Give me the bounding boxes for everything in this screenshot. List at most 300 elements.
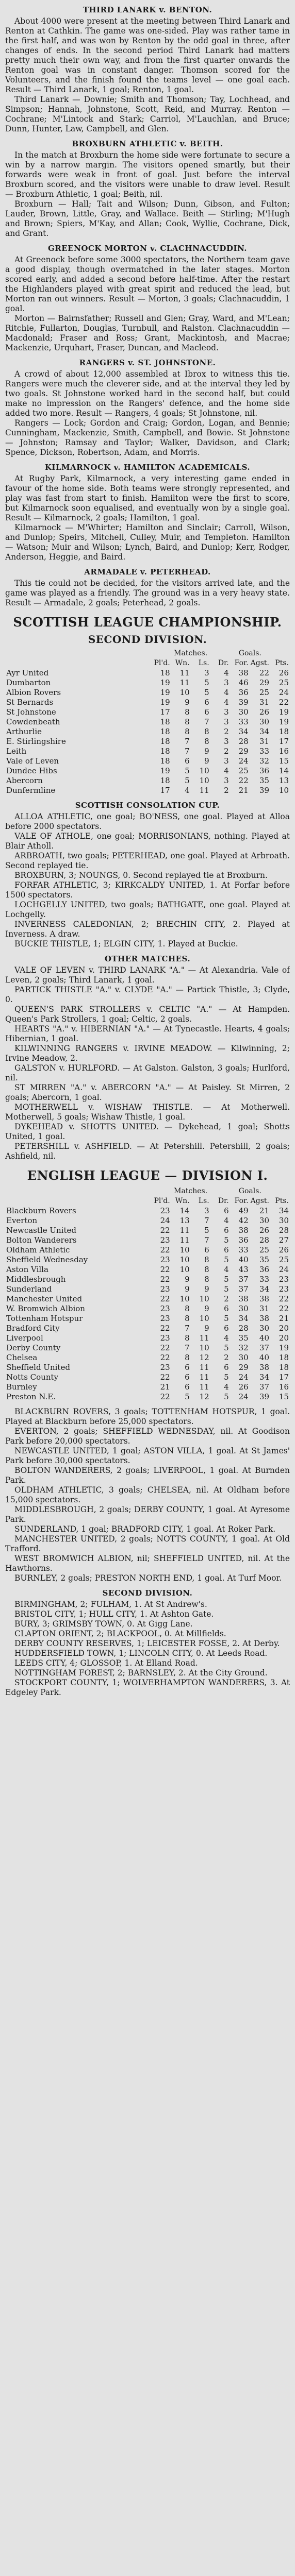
table-cell: 22 [278, 1303, 289, 1313]
table-cell: 24 [278, 1264, 289, 1274]
table-row [5, 727, 290, 737]
table-row [5, 1294, 290, 1304]
team-name: Tottenham Hotspur [6, 1313, 83, 1323]
result-paragraph: BLACKBURN ROVERS, 3 goals; TOTTENHAM HOTSPUR, 1 goal. Played at Blackburn before 25,000 spectators. [5, 1406, 290, 1426]
table-cell: 9 [204, 1303, 209, 1313]
table-cell: 38 [259, 1313, 269, 1323]
other-matches-section [5, 954, 290, 1161]
table-cell: 6 [185, 756, 190, 766]
table-cell: 10 [199, 1343, 209, 1352]
table-cell: 33 [259, 746, 269, 756]
result-paragraph: BIRMINGHAM, 2; FULHAM, 1. At St Andrew's. [14, 1599, 207, 1609]
table-cell: 9 [204, 746, 209, 756]
table-cell: 10 [179, 1264, 190, 1274]
table-cell: 36 [238, 1235, 249, 1245]
table-row [5, 747, 290, 756]
table-cell: 36 [238, 687, 249, 697]
column-header: Agst. [250, 658, 269, 667]
english-results-section [5, 1407, 290, 1583]
result-paragraph: ST MIRREN "A." v. ABERCORN "A." — At Paisley. St Mirren, 2 goals; Abercorn, 1 goal. [5, 1082, 290, 1102]
table-cell: 7 [185, 736, 190, 746]
table-cell: 34 [259, 726, 269, 736]
table-cell: 21 [238, 785, 249, 795]
table-cell: 34 [259, 1284, 269, 1294]
table-cell: 22 [160, 1225, 170, 1235]
report-section-6 [5, 567, 290, 608]
report-section-1 [5, 5, 290, 134]
result-paragraph: LOCHGELLY UNITED, two goals; BATHGATE, one goal. Played at Lochgelly. [5, 900, 290, 919]
table-cell: 5 [224, 1372, 229, 1382]
table-cell: 28 [238, 1323, 249, 1333]
table-cell: 30 [238, 1352, 249, 1362]
table-cell: 32 [238, 1343, 249, 1352]
team-name: Dundee Hibs [6, 766, 57, 775]
table-cell: 40 [259, 1333, 269, 1343]
table-cell: 18 [278, 726, 289, 736]
goals-label: Goals. [238, 649, 261, 657]
table-cell: 7 [204, 717, 209, 726]
report-section-5 [5, 463, 290, 562]
team-name: Aston Villa [6, 1264, 48, 1274]
result-paragraph: CLAPTON ORIENT, 2; BLACKPOOL, 0. At Millfields. [14, 1629, 226, 1638]
table-cell: 39 [238, 697, 249, 707]
table-cell [5, 649, 152, 658]
table-cell: 11 [179, 677, 190, 687]
table-cell: 8 [185, 1313, 190, 1323]
table-cell: 6 [185, 1362, 190, 1372]
report-paragraph: In the match at Broxburn the home side were fortunate to secure a win by a narrow margin. The visitors opened smartly, but their forwards were weak in front of goal. Just before the interval Broxburn scored, and the visitors were unable to draw level. Result — Broxburn Athletic, 1 goal; Beith, nil. [5, 150, 290, 199]
table-cell: 11 [199, 1362, 209, 1372]
goals-label: Goals. [238, 1187, 261, 1195]
table-cell: 3 [204, 668, 209, 677]
table-cell: 28 [259, 1235, 269, 1245]
report-paragraph: This tie could not be decided, for the visitors arrived late, and the game was played as a friendly. The ground was in a very heavy state. Result — Armadale, 2 goals; Peterhead, 2 goals. [5, 579, 290, 607]
result-paragraph: STOCKPORT COUNTY, 1; WOLVERHAMPTON WANDERERS, 3. At Edgeley Park. [5, 1677, 290, 1697]
table-cell: 9 [185, 1284, 190, 1294]
table-cell: 31 [259, 1303, 269, 1313]
table-cell: 18 [160, 775, 170, 785]
table-cell: 22 [160, 1264, 170, 1274]
table-cell: 4 [224, 1215, 229, 1225]
table-cell: 11 [199, 1333, 209, 1343]
table-cell: 26 [278, 668, 289, 677]
result-paragraph: BOLTON WANDERERS, 2 goals; LIVERPOOL, 1 goal. At Burnden Park. [5, 1465, 290, 1485]
team-name: St Johnstone [6, 707, 56, 717]
team-name: Middlesbrough [6, 1274, 66, 1284]
table-row [5, 1343, 290, 1353]
table-row [5, 1304, 290, 1314]
table-cell: 6 [224, 1362, 229, 1372]
table-cell: 20 [278, 1333, 289, 1343]
report-section-2 [5, 139, 290, 239]
column-header: Dr. [218, 1196, 229, 1205]
team-name: Ayr United [6, 668, 49, 677]
table-cell: 14 [278, 766, 289, 775]
result-paragraph: MOTHERWELL v. WISHAW THISTLE. — At Motherwell. Motherwell, 5 goals; Wishaw Thistle, 1 goal. [5, 1102, 290, 1122]
table-cell: 35 [238, 1333, 249, 1343]
team-name: Notts County [6, 1372, 59, 1382]
table-cell: 42 [238, 1215, 249, 1225]
table-cell: 18 [160, 717, 170, 726]
table-cell: 23 [278, 1284, 289, 1294]
table-cell: 3 [224, 707, 229, 717]
table-cell: 6 [224, 1225, 229, 1235]
table-cell: 11 [199, 1382, 209, 1392]
team-name: Sheffield Wednesday [6, 1255, 88, 1264]
section-heading: GREENOCK MORTON v. CLACHNACUDDIN. [48, 244, 247, 253]
table-cell: 17 [278, 1372, 289, 1382]
table-cell: 22 [160, 1323, 170, 1333]
table-cell: 18 [160, 726, 170, 736]
table-cell: 38 [238, 668, 249, 677]
consolation-cup-section [5, 801, 290, 949]
result-paragraph: GALSTON v. HURLFORD. — At Galston. Galston, 3 goals; Hurlford, nil. [5, 1063, 290, 1082]
table-cell: 9 [204, 1284, 209, 1294]
table-cell: 18 [278, 1352, 289, 1362]
table-row [5, 1265, 290, 1275]
result-paragraph: DYKEHEAD v. SHOTTS UNITED. — Dykehead, 1 goal; Shotts United, 1 goal. [5, 1122, 290, 1141]
table-cell: 24 [278, 687, 289, 697]
table-cell: 30 [238, 1303, 249, 1313]
table-row [5, 668, 290, 678]
team-name: Dumbarton [6, 677, 51, 687]
table-cell: 5 [185, 1392, 190, 1401]
team-name: E. Stirlingshire [6, 736, 66, 746]
table-cell: 3 [224, 756, 229, 766]
team-name: Abercorn [6, 775, 43, 785]
result-paragraph: HUDDERSFIELD TOWN, 1; LINCOLN CITY, 0. At Leeds Road. [14, 1648, 268, 1658]
table-cell: 16 [278, 1382, 289, 1392]
table-cell: 8 [204, 726, 209, 736]
table-cell: 33 [238, 717, 249, 726]
table-cell: 23 [160, 1235, 170, 1245]
team-name: Liverpool [6, 1333, 43, 1343]
table-row [5, 1284, 290, 1294]
table-row [5, 1353, 290, 1363]
table-cell: 8 [204, 736, 209, 746]
report-paragraph: A crowd of about 12,000 assembled at Ibrox to witness this tie. Rangers were much the cleverer side, and at the interval they led by two goals. St Johnstone worked hard in the second half, but could make no impression on the Rangers' defence, and the home side added two more. Result — Rangers, 4 goals; St Johnstone, nil. [5, 369, 290, 418]
table-cell: 22 [259, 668, 269, 677]
team-name: Everton [6, 1215, 38, 1225]
result-paragraph: PETERSHILL v. ASHFIELD. — At Petershill. Petershill, 2 goals; Ashfield, nil. [5, 1141, 290, 1161]
table-row [5, 786, 290, 795]
result-paragraph: MIDDLESBROUGH, 2 goals; DERBY COUNTY, 1 goal. At Ayresome Park. [5, 1504, 290, 1524]
table-cell: 13 [179, 1215, 190, 1225]
table-cell: 4 [224, 1382, 229, 1392]
team-name: Dunfermline [6, 785, 56, 795]
team-name: Bradford City [6, 1323, 60, 1333]
table-row [5, 688, 290, 698]
team-name: Preston N.E. [6, 1392, 56, 1401]
table-cell: 21 [259, 1206, 269, 1215]
table-cell: 5 [204, 687, 209, 697]
table-cell: 30 [278, 1215, 289, 1225]
table-cell: 6 [224, 1206, 229, 1215]
table-cell: 10 [199, 1313, 209, 1323]
team-name: Bolton Wanderers [6, 1235, 77, 1245]
table-cell: 27 [278, 1235, 289, 1245]
table-cell: 34 [238, 1313, 249, 1323]
table-cell: 25 [278, 1255, 289, 1264]
table-cell: 26 [259, 1225, 269, 1235]
result-paragraph: BUCKIE THISTLE, 1; ELGIN CITY, 1. Played at Buckie. [14, 939, 238, 948]
table-cell: 26 [259, 707, 269, 717]
table-cell: 33 [238, 1245, 249, 1255]
table-cell: 8 [185, 717, 190, 726]
league-subheading: SECOND DIVISION. [88, 633, 207, 646]
table-cell: 38 [259, 1362, 269, 1372]
table-cell: 23 [160, 1362, 170, 1372]
table-cell: 26 [238, 1382, 249, 1392]
column-header: Wn. [175, 658, 190, 667]
table-cell: 19 [278, 1343, 289, 1352]
table-cell: 8 [204, 1255, 209, 1264]
table-cell: 8 [185, 1352, 190, 1362]
second-division-section [5, 1588, 290, 1698]
league-heading: SCOTTISH LEAGUE CHAMPIONSHIP. [13, 615, 282, 630]
table-cell: 2 [224, 746, 229, 756]
table-cell: 5 [224, 1284, 229, 1294]
table-cell: 24 [160, 1215, 170, 1225]
column-header: For. [234, 1196, 249, 1205]
table-cell: 12 [199, 1352, 209, 1362]
table-cell: 11 [179, 668, 190, 677]
table-cell: 6 [224, 1303, 229, 1313]
table-cell: 18 [160, 736, 170, 746]
table-cell: 6 [185, 1372, 190, 1382]
table-cell [5, 1187, 152, 1196]
table-cell: 3 [224, 736, 229, 746]
table-cell: 20 [278, 1323, 289, 1333]
table-cell: 15 [278, 756, 289, 766]
table-cell: 40 [259, 1352, 269, 1362]
section-heading: RANGERS v. ST. JOHNSTONE. [79, 358, 216, 367]
newspaper-column [5, 0, 290, 2576]
table-cell: 22 [278, 697, 289, 707]
table-row [5, 1255, 290, 1265]
table-cell: 28 [278, 1225, 289, 1235]
table-cell: 35 [259, 775, 269, 785]
table-cell: 17 [160, 785, 170, 795]
result-paragraph: NEWCASTLE UNITED, 1 goal; ASTON VILLA, 1 goal. At St James' Park before 30,000 spectators. [5, 1446, 290, 1465]
section-heading: BROXBURN ATHLETIC v. BEITH. [72, 139, 223, 148]
column-header: Ls. [198, 1196, 209, 1205]
team-name: Vale of Leven [6, 756, 59, 766]
table-cell: 22 [278, 1294, 289, 1303]
table-cell: 39 [259, 785, 269, 795]
section-heading: KILMARNOCK v. HAMILTON ACADEMICALS. [44, 463, 251, 472]
table-cell: 34 [238, 726, 249, 736]
table-cell: 22 [160, 1372, 170, 1382]
table-cell: 28 [238, 736, 249, 746]
table-cell: 6 [204, 1245, 209, 1255]
table-cell: 22 [160, 1294, 170, 1303]
table-cell: 30 [259, 1323, 269, 1333]
result-paragraph: FORFAR ATHLETIC, 3; KIRKCALDY UNITED, 1. At Forfar before 1500 spectators. [5, 880, 290, 900]
table-cell: 12 [199, 1392, 209, 1401]
report-paragraph: Morton — Bairnsfather; Russell and Glen; Gray, Ward, and M'Lean; Ritchie, Fullarton, Douglas, Turnbull, and Ralston. Clachnacuddin — Macdonald; Fraser and Ross; Grant, Mackintosh, and Macrae; Mackenzie, Urquhart, Fraser, Duncan, and Macleod. [5, 314, 290, 352]
table-row [5, 717, 290, 727]
table-row [5, 707, 290, 717]
table-row [5, 678, 290, 688]
table-cell: 40 [238, 1255, 249, 1264]
table-row [5, 1245, 290, 1255]
table-cell: 25 [259, 1245, 269, 1255]
table-cell: 32 [259, 756, 269, 766]
table-row [5, 756, 290, 766]
table-cell: 7 [185, 746, 190, 756]
table-row [5, 1206, 290, 1216]
team-name: St Bernards [6, 697, 54, 707]
table-cell: 11 [179, 1235, 190, 1245]
table-cell: 14 [179, 1206, 190, 1215]
table-cell: 19 [160, 697, 170, 707]
table-cell: 7 [204, 1235, 209, 1245]
table-group-header [5, 1187, 290, 1196]
result-paragraph: ARBROATH, two goals; PETERHEAD, one goal. Played at Arbroath. Second replayed tie. [5, 851, 290, 870]
table-cell: 5 [224, 1255, 229, 1264]
result-paragraph: KILWINNING RANGERS v. IRVINE MEADOW. — Kilwinning, 2; Irvine Meadow, 2. [5, 1043, 290, 1063]
table-cell: 23 [160, 1255, 170, 1264]
result-paragraph: DERBY COUNTY RESERVES, 1; LEICESTER FOSSE, 2. At Derby. [14, 1638, 280, 1648]
table-header-row [5, 658, 290, 668]
table-cell: 23 [160, 1303, 170, 1313]
result-paragraph: VALE OF ATHOLE, one goal; MORRISONIANS, nothing. Played at Blair Atholl. [5, 831, 290, 851]
table-cell: 22 [160, 1274, 170, 1284]
table-row [5, 776, 290, 786]
result-paragraph: BROXBURN, 3; NOUNGS, 0. Second replayed tie at Broxburn. [14, 870, 268, 880]
report-paragraph: Rangers — Lock; Gordon and Craig; Gordon, Logan, and Bennie; Cunningham, Mackenzie, Smith, Campbell, and Bowie. St Johnstone — Johnston; Ramsay and Taylor; Walker, Davidson, and Clark; Spence, Dickson, Robertson, Adam, and Morris. [5, 418, 290, 457]
table-cell: 2 [224, 1294, 229, 1303]
table-group-header [5, 649, 290, 658]
result-paragraph: SUNDERLAND, 1 goal; BRADFORD CITY, 1 goal. At Roker Park. [14, 1524, 276, 1534]
table-cell: 33 [259, 1274, 269, 1284]
table-cell: 5 [224, 1274, 229, 1284]
table-cell: 6 [204, 707, 209, 717]
table-cell: 19 [278, 707, 289, 717]
result-paragraph: VALE OF LEVEN v. THIRD LANARK "A." — At Alexandria. Vale of Leven, 2 goals; Third Lanark, 1 goal. [5, 965, 290, 985]
table-cell [270, 1187, 290, 1196]
table-cell: 11 [199, 785, 209, 795]
table-cell: 4 [224, 668, 229, 677]
table-row [5, 1392, 290, 1402]
column-header: Pl'd. [154, 658, 170, 667]
table-cell: 5 [185, 775, 190, 785]
column-header: Dr. [218, 658, 229, 667]
section-heading: THIRD LANARK v. BENTON. [83, 5, 212, 14]
team-name: Albion Rovers [6, 687, 61, 697]
table-cell: 31 [259, 736, 269, 746]
table-cell: 43 [238, 1264, 249, 1274]
table-cell: 49 [238, 1206, 249, 1215]
table-row [5, 1372, 290, 1382]
table-cell: 4 [185, 785, 190, 795]
team-name: Chelsea [6, 1352, 38, 1362]
table-cell: 9 [185, 697, 190, 707]
team-name: W. Bromwich Albion [6, 1303, 85, 1313]
table-cell: 13 [278, 775, 289, 785]
table-cell: 22 [160, 1245, 170, 1255]
table-cell: 10 [179, 1245, 190, 1255]
table-cell: 24 [238, 1392, 249, 1401]
table-row [5, 766, 290, 776]
table-cell: 18 [160, 756, 170, 766]
table-cell: 6 [204, 697, 209, 707]
table-cell: 8 [204, 1264, 209, 1274]
column-header: Pts. [275, 658, 289, 667]
table-cell: 7 [185, 1323, 190, 1333]
result-paragraph: PARTICK THISTLE "A." v. CLYDE "A." — Partick Thistle, 3; Clyde, 0. [5, 985, 290, 1004]
table-cell: 8 [185, 726, 190, 736]
table-cell: 37 [238, 1274, 249, 1284]
table-cell: 17 [160, 707, 170, 717]
table-cell: 6 [224, 1245, 229, 1255]
table-cell: 29 [259, 677, 269, 687]
table-cell: 30 [259, 1215, 269, 1225]
table-cell: 38 [238, 1225, 249, 1235]
table-row [5, 1314, 290, 1324]
table-cell: 3 [224, 717, 229, 726]
table-cell: 5 [185, 766, 190, 775]
team-name: Newcastle United [6, 1225, 76, 1235]
result-paragraph: BURY, 3; GRIMSBY TOWN, 0. At Gigg Lane. [14, 1619, 193, 1629]
report-paragraph: Kilmarnock — M'Whirter; Hamilton and Sinclair; Carroll, Wilson, and Dunlop; Speirs, Mitchell, Culley, Muir, and Templeton. Hamilton — Watson; Muir and Wilson; Lynch, Baird, and Dunlop; Kerr, Rodger, Anderson, Heggie, and Baird. [5, 523, 290, 562]
matches-label: Matches. [174, 649, 208, 657]
report-paragraph: Third Lanark — Downie; Smith and Thomson; Tay, Lochhead, and Simpson; Hannah, Johnstone, Scott, Reid, and Murray. Renton — Cochrane; M'Lintock and Stark; Carriol, M'Lauchlan, and Bruce; Dunn, Hunter, Law, Campbell, and Glen. [5, 95, 290, 133]
matches-label: Matches. [174, 1187, 208, 1195]
table-row [5, 1235, 290, 1245]
table-cell: 6 [185, 1382, 190, 1392]
table-cell [270, 649, 290, 658]
table-cell: 4 [224, 1333, 229, 1343]
table-cell: 11 [179, 1225, 190, 1235]
table-cell: 22 [160, 1352, 170, 1362]
table-row [5, 1275, 290, 1284]
table-cell: 15 [278, 1392, 289, 1401]
table-row [5, 1363, 290, 1372]
table-cell: 30 [259, 717, 269, 726]
column-header: Pl'd. [154, 1196, 170, 1205]
table-cell: 37 [259, 1382, 269, 1392]
section-heading: OTHER MATCHES. [104, 954, 191, 963]
table-cell: 29 [238, 1362, 249, 1372]
table-cell: 34 [259, 1372, 269, 1382]
table-cell: 4 [224, 1264, 229, 1274]
table-cell: 24 [238, 1372, 249, 1382]
table-cell: 3 [224, 775, 229, 785]
table-cell: 24 [238, 756, 249, 766]
table-cell: 19 [278, 717, 289, 726]
result-paragraph: BURNLEY, 2 goals; PRESTON NORTH END, 1 goal. At Turf Moor. [14, 1573, 282, 1583]
team-name: Cowdenbeath [6, 717, 60, 726]
table-row [5, 1382, 290, 1392]
league-heading: ENGLISH LEAGUE — DIVISION I. [27, 1167, 268, 1183]
table-cell: 4 [224, 766, 229, 775]
result-paragraph: MANCHESTER UNITED, 2 goals; NOTTS COUNTY, 1 goal. At Old Trafford. [5, 1534, 290, 1553]
table-cell: 31 [259, 697, 269, 707]
column-header: Agst. [250, 1196, 269, 1205]
league-table [5, 649, 290, 795]
result-paragraph: WEST BROMWICH ALBION, nil; SHEFFIELD UNITED, nil. At the Hawthorns. [5, 1553, 290, 1573]
table-cell: 10 [278, 785, 289, 795]
table-cell: 25 [238, 766, 249, 775]
table-cell: 8 [185, 1303, 190, 1313]
table-cell: 3 [204, 1206, 209, 1215]
table-cell: 10 [199, 766, 209, 775]
section-heading: SCOTTISH CONSOLATION CUP. [75, 800, 220, 810]
table-cell: 22 [160, 1343, 170, 1352]
table-cell: 9 [204, 1323, 209, 1333]
